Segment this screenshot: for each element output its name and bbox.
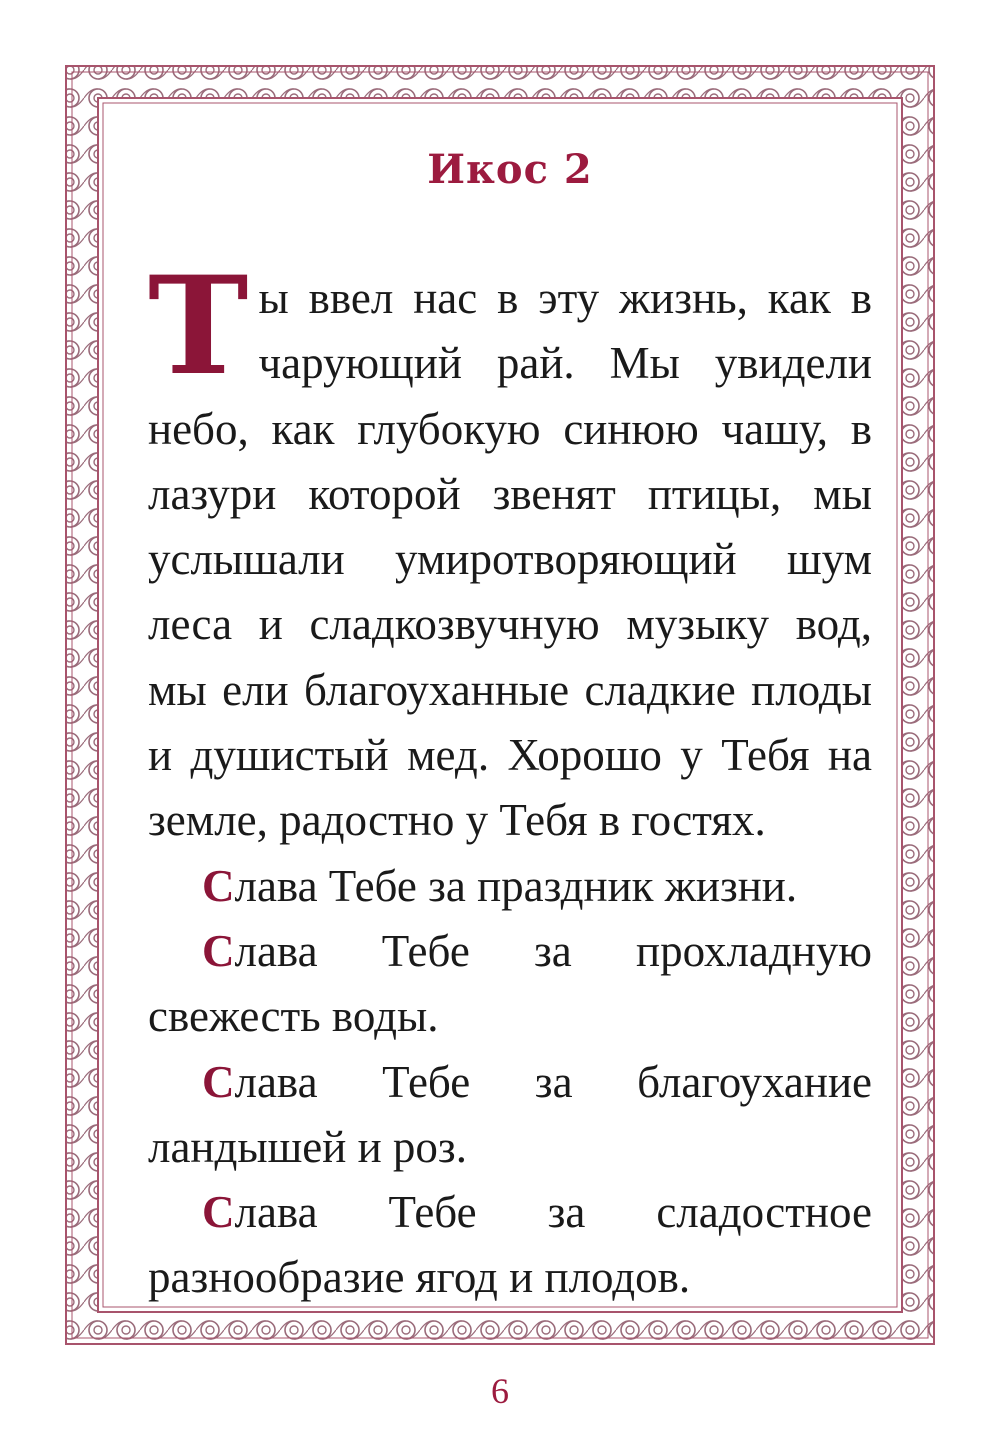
verse-cap: С [202,1187,235,1238]
page-number: 6 [491,1371,509,1411]
verse-text: лава Тебе за благоухание ландышей и роз. [148,1056,872,1172]
verse-line [148,854,872,919]
verse-line [148,1050,872,1181]
page-content [148,140,872,1311]
ikos-text: ы ввел нас в эту жизнь, как в чарующий рай. Мы увидели небо, как глубокую синюю чашу, в лазури которой звенят птицы, мы услышали умиротворяющий шум леса и сладкозвучную музыку вод, мы ели благоуханные сладкие плоды и душистый мед. Хорошо у Тебя на земле, радостно у Тебя в гостях. [148,273,872,846]
verse-cap: С [202,860,235,911]
verse-line [148,919,872,1050]
verse-cap: С [202,925,235,976]
verse-text: лава Тебе за праздник жизни. [234,860,798,911]
verse-text: лава Тебе за прохладную свежесть воды. [148,925,872,1042]
verse-line [148,1180,872,1311]
verse-text: лава Тебе за сладостное разнообразие ягод и плодов. [148,1187,872,1303]
verse-cap: С [202,1056,235,1107]
page-heading: Икос 2 [427,146,593,193]
ikos-paragraph [148,246,872,854]
drop-cap: Т [148,246,249,405]
